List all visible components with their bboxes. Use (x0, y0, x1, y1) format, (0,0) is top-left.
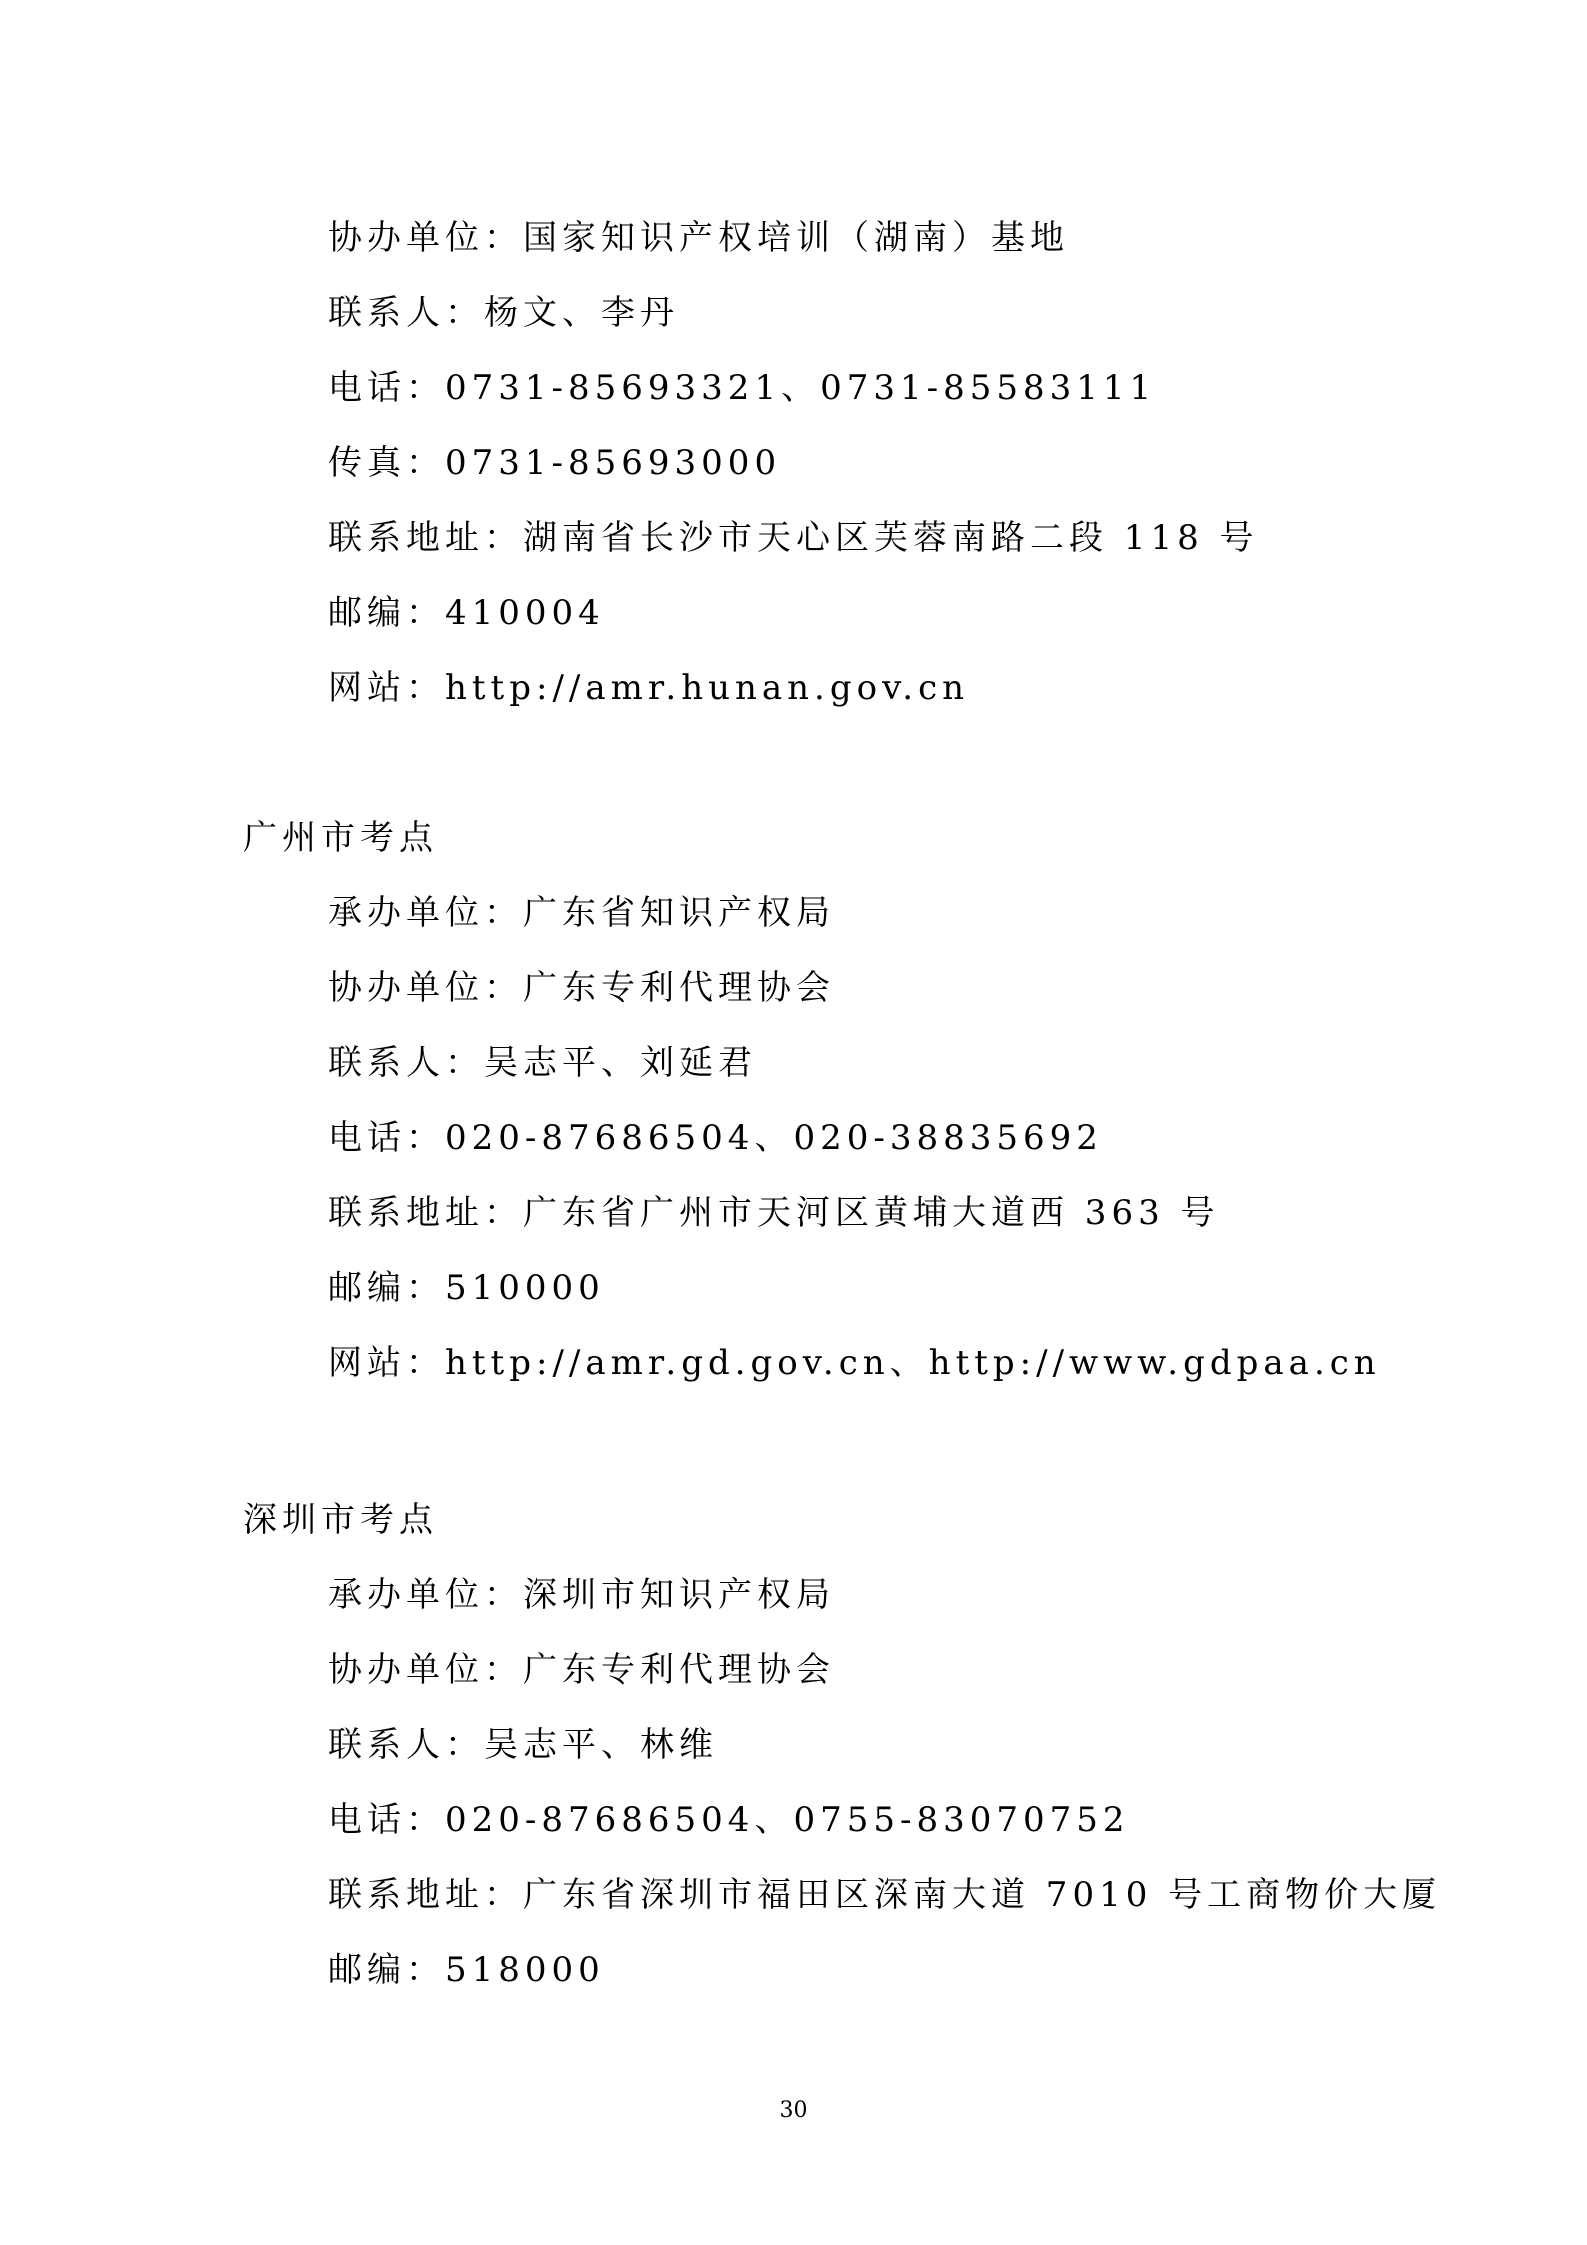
shenzhen-postcode: 邮编：518000 (328, 1950, 605, 1990)
hunan-contact-person: 联系人：杨文、李丹 (328, 293, 679, 333)
guangzhou-co-organizer: 协办单位：广东专利代理协会 (328, 968, 835, 1008)
guangzhou-address: 联系地址：广东省广州市天河区黄埔大道西 363 号 (328, 1193, 1220, 1233)
guangzhou-heading: 广州市考点 (243, 818, 438, 858)
hunan-website: 网站：http://amr.hunan.gov.cn (328, 668, 970, 708)
hunan-address: 联系地址：湖南省长沙市天心区芙蓉南路二段 118 号 (328, 518, 1259, 558)
shenzhen-organizer: 承办单位：深圳市知识产权局 (328, 1575, 835, 1615)
shenzhen-phone: 电话：020-87686504、0755-83070752 (328, 1800, 1130, 1840)
guangzhou-website: 网站：http://amr.gd.gov.cn、http://www.gdpaa.cn (328, 1343, 1381, 1383)
shenzhen-heading: 深圳市考点 (243, 1500, 438, 1540)
guangzhou-contact-person: 联系人：吴志平、刘延君 (328, 1043, 757, 1083)
shenzhen-address: 联系地址：广东省深圳市福田区深南大道 7010 号工商物价大厦 (328, 1875, 1442, 1915)
hunan-postcode: 邮编：410004 (328, 593, 605, 633)
shenzhen-co-organizer: 协办单位：广东专利代理协会 (328, 1650, 835, 1690)
page-number: 30 (779, 2098, 808, 2123)
guangzhou-phone: 电话：020-87686504、020-38835692 (328, 1118, 1103, 1158)
shenzhen-contact-person: 联系人：吴志平、林维 (328, 1725, 718, 1765)
hunan-co-organizer: 协办单位：国家知识产权培训（湖南）基地 (328, 218, 1069, 258)
hunan-phone: 电话：0731-85693321、0731-85583111 (328, 368, 1157, 408)
guangzhou-postcode: 邮编：510000 (328, 1268, 605, 1308)
guangzhou-organizer: 承办单位：广东省知识产权局 (328, 893, 835, 933)
hunan-fax: 传真：0731-85693000 (328, 443, 782, 483)
